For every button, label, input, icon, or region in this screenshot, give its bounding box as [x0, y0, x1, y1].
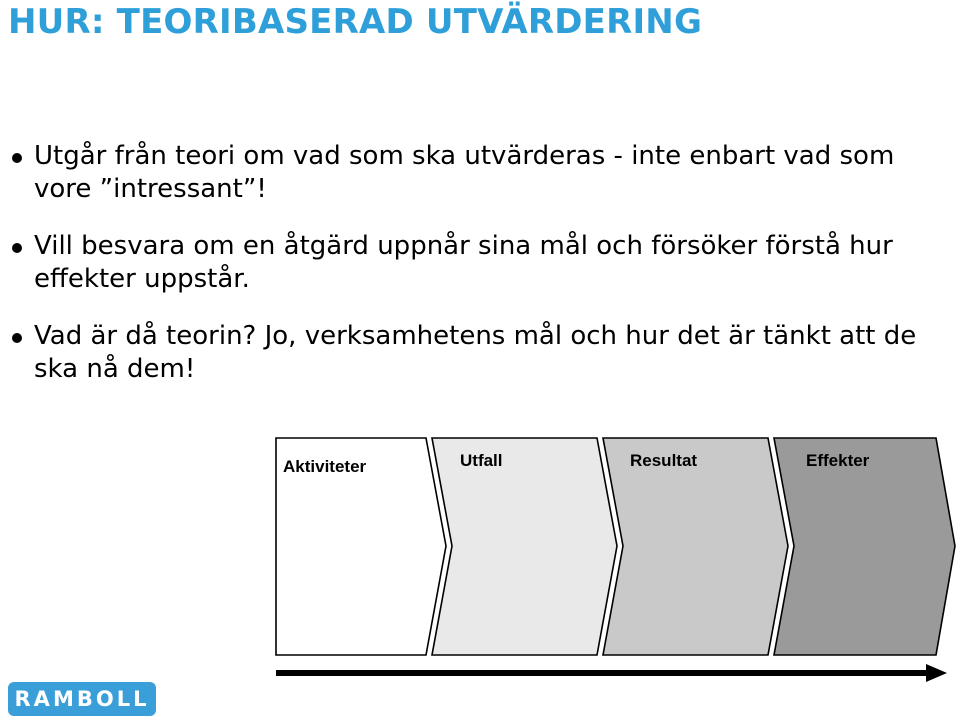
stage-utfall-label: Utfall [460, 451, 503, 470]
bullet-text: Utgår från teori om vad som ska utvärderas - inte enbart vad som vore ”intressant”! [34, 141, 895, 204]
stage-resultat-shape [603, 438, 788, 655]
timeline-arrow-icon [276, 664, 947, 682]
bullet-text: Vad är då teorin? Jo, verksamhetens mål och hur det är tänkt att de ska nå dem! [34, 321, 917, 384]
stage-effekter [774, 438, 955, 655]
stage-effekter-label: Effekter [806, 451, 870, 470]
stage-aktiviteter [276, 438, 446, 655]
stage-resultat [603, 438, 788, 655]
stage-effekter-shape [774, 438, 955, 655]
ramboll-logo: RAMBOLL [8, 682, 156, 716]
stage-utfall-shape [432, 438, 617, 655]
stage-aktiviteter-label: Aktiviteter [283, 457, 367, 476]
bullet-text: Vill besvara om en åtgärd uppnår sina mål och försöker förstå hur effekter uppstår. [34, 231, 893, 294]
slide-title: HUR: TEORIBASERAD UTVÄRDERING [8, 2, 703, 42]
stage-resultat-label: Resultat [630, 451, 698, 470]
stage-utfall [432, 438, 617, 655]
